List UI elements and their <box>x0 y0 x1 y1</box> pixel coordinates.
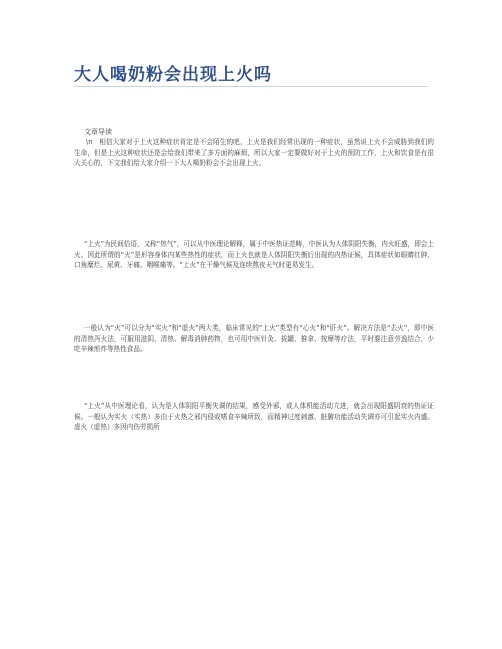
section-label: 文章导读 <box>84 128 112 136</box>
page-title: 大人喝奶粉会出现上火吗 <box>74 65 272 85</box>
paragraph-types: 一般认为“火”可以分为“实火”和“虚火”两大类，临床常见的“上火”类型有“心火”和“肝火”。解决方法是“去火”，即中医的清热泻火法，可服用滋阴、清热、解毒消肿药物，也可用中医针灸、拔罐、推拿、按摩等疗法，平时要注意劳逸结合，少吃辛辣煎炸等热性食品。 <box>74 324 434 353</box>
paragraph-definition: “上火”为民间俗语，又称“热气”，可以从中医理论解释，属于中医热证范畴，中医认为人体阴阳失衡，内火旺盛，即会上火。因此所谓的“火”是形容身体内某些热性的症状，而上火也就是人体阴阳失衡后出现的内热证候，具体症状如眼睛红肿、口角糜烂、尿黄、牙痛、咽喉痛等。“上火”在干燥气候及连续熬夜天气时更易发生。 <box>74 240 434 269</box>
paragraph-intro: \n 相信大家对于上火这种症状肯定是不会陌生的吧，上火是我们经常出现的一种症状，虽然说上火不会威胁到我们的生命，但是上火这种症状还是会给我们带来了多方面的麻烦，所以大家一定要做好对于上火的预防工作，上火和饮食是有很大关心的，下文我们给大家介绍一下大人喝奶粉会不会出现上火。 <box>74 138 434 167</box>
title-divider <box>74 86 428 87</box>
paragraph-theory: “上火”从中医理论看，认为是人体阴阳平衡失调的结果，感受外邪，或人体机能活动亢进，就会出现阳盛阴衰的热证证候。一般认为实火（实热）多由于火热之邪内侵或嗜食辛辣所致，而精神过度刺激、脏腑功能活动失调亦可引起实火内盛。虚火（虚热）多因内伤劳损所 <box>74 402 434 431</box>
